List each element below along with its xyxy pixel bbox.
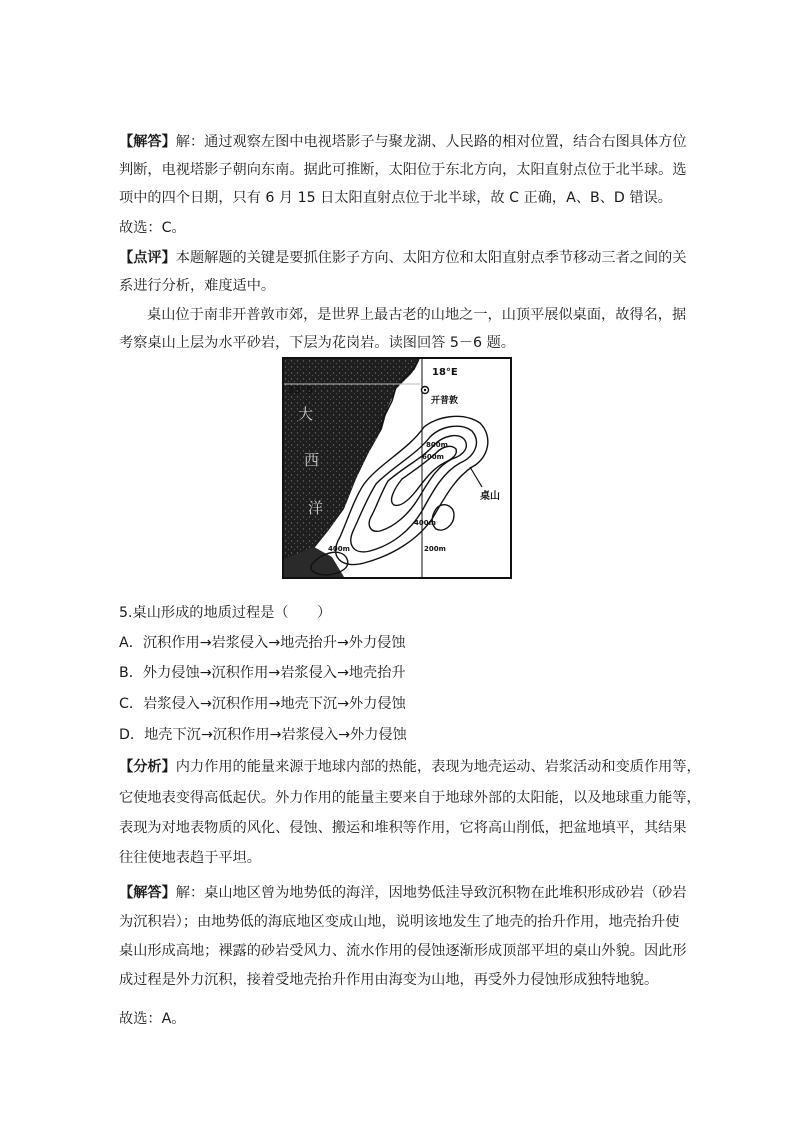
sea-char-3: 洋 — [308, 499, 324, 517]
intro-paragraph-line-2: 考察桌山上层为水平砂岩，下层为花岗岩。读图回答 5－6 题。 — [119, 335, 515, 351]
fenxi-paragraph-line-3: 表现为对地表物质的风化、侵蚀、搬运和堆积等作用，它将高山削低，把盆地填平，其结果 — [119, 820, 687, 836]
table-mountain-map — [282, 357, 512, 579]
contour-label-800: 800m — [426, 441, 448, 449]
mountain-pointer — [470, 467, 482, 487]
jieda-paragraph-line-1: 【解答】解：通过观察左图中电视塔影子与聚龙湖、人民路的相对位置，结合右图具体方位 — [119, 134, 687, 150]
jieda2-tag: 【解答】 — [119, 885, 176, 901]
jieda-paragraph-line-3: 项中的四个日期，只有 6 月 15 日太阳直射点位于北半球，故 C 正确，A、B、D 错误。 — [119, 190, 672, 206]
question-stem: 5.桌山形成的地质过程是（ ） — [119, 605, 332, 621]
jieda2-paragraph-line-2: 为沉积岩）；由地势低的海底地区变成山地，说明该地发生了地壳的抬升作用，地壳抬升使 — [119, 914, 680, 930]
contour-label-600: 600m — [422, 453, 444, 461]
jieda2-paragraph-line-3: 桌山形成高地；裸露的砂岩受风力、流水作用的侵蚀逐渐形成顶部平坦的桌山外貌。因此形 — [119, 943, 687, 959]
contour-label-200: 200m — [424, 545, 446, 553]
jieda2-paragraph-line-1: 【解答】解：桌山地区曾为地势低的海洋，因地势低洼导致沉积物在此堆积形成砂岩（砂岩 — [119, 885, 687, 901]
city-label: 开普敦 — [431, 396, 459, 406]
dianping-paragraph-line-1: 【点评】本题解题的关键是要抓住影子方向、太阳方位和太阳直射点季节移动三者之间的关 — [119, 250, 687, 266]
fenxi-tag: 【分析】 — [119, 759, 176, 775]
sea-char-2: 西 — [304, 451, 320, 469]
option-a: A．沉积作用→岩浆侵入→地壳抬升→外力侵蚀 — [119, 635, 406, 651]
answer-line-1: 故选：C。 — [119, 220, 186, 236]
answer-line-2: 故选：A。 — [119, 1011, 186, 1027]
fenxi-paragraph-line-1: 【分析】内力作用的能量来源于地球内部的热能，表现为地壳运动、岩浆活动和变质作用等， — [119, 759, 701, 775]
latitude-label: 33°S — [287, 385, 314, 396]
dianping-paragraph-line-2: 系进行分析，难度适中。 — [119, 278, 276, 294]
intro-paragraph-line-1: 桌山位于南非开普敦市郊，是世界上最古老的山地之一，山顶平展似桌面，故得名，据 — [147, 307, 687, 323]
option-b: B．外力侵蚀→沉积作用→岩浆侵入→地壳抬升 — [119, 665, 406, 681]
longitude-label: 18°E — [432, 367, 458, 378]
contour-label-400: 400m — [414, 519, 436, 527]
contour-label-400-south: 400m — [328, 545, 350, 553]
mountain-label: 桌山 — [480, 491, 500, 502]
option-d: D．地壳下沉→沉积作用→岩浆侵入→外力侵蚀 — [119, 727, 407, 743]
dianping-tag: 【点评】 — [119, 250, 176, 266]
option-c: C．岩浆侵入→沉积作用→地壳下沉→外力侵蚀 — [119, 696, 406, 712]
jieda-tag: 【解答】 — [119, 134, 176, 150]
jieda2-paragraph-line-4: 成过程是外力沉积，接着受地壳抬升作用由海变为山地，再受外力侵蚀形成独特地貌。 — [119, 972, 659, 988]
sea-char-1: 大 — [298, 405, 314, 423]
fenxi-paragraph-line-4: 往往使地表趋于平坦。 — [119, 850, 261, 866]
jieda-paragraph-line-2: 判断，电视塔影子朝向东南。据此可推断，太阳位于东北方向，太阳直射点位于北半球。选 — [119, 162, 687, 178]
fenxi-paragraph-line-2: 它使地表变得高低起伏。外力作用的能量主要来自于地球外部的太阳能，以及地球重力能等， — [119, 790, 701, 806]
